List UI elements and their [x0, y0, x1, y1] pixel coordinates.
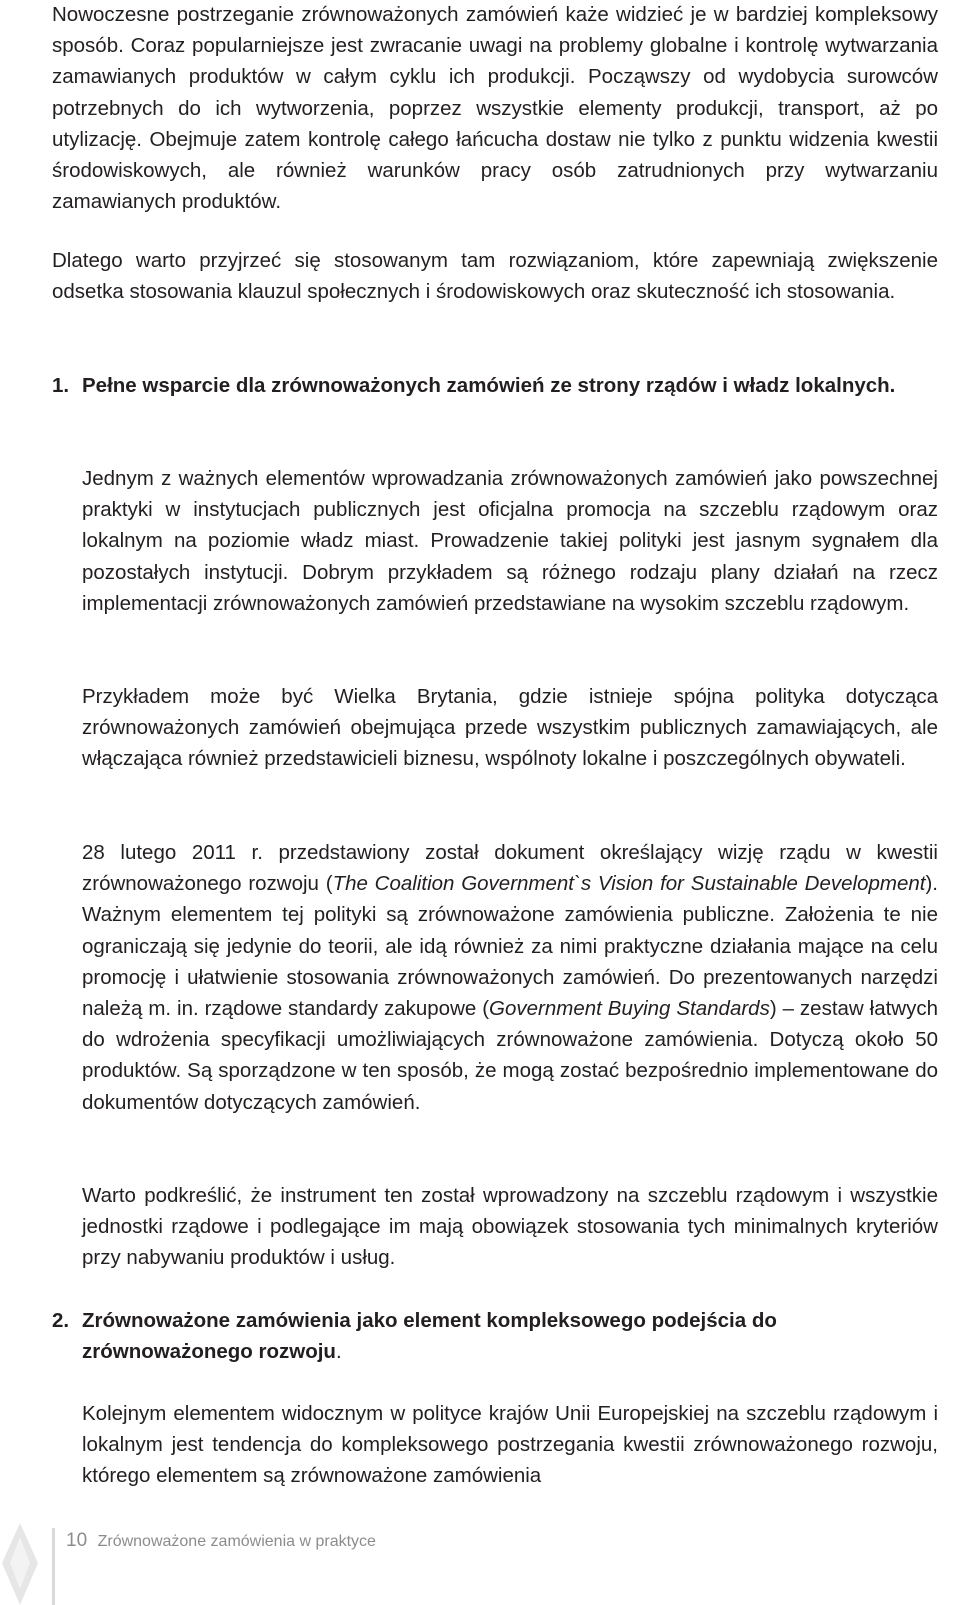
paragraph-government-promotion: Jednym z ważnych elementów wprowadzania zrównoważonych zamówień jako powszechnej praktyki w instytucjach publicznych jest oficjalna promocja na szczeblu rządowym oraz lokalnym na poziomie władz miast. Prowadzenie takiej polityki jest jasnym sygnałem dla pozostałych instytucji. Dobrym przykładem są różnego rodzaju plany działań na rzecz implementacji zrównoważonych zamówień przedstawiane na wysokim szczeblu rządowym. — [82, 467, 938, 615]
paragraph-coalition-document — [82, 837, 938, 1118]
footer-divider — [52, 1528, 55, 1605]
section-title-2-text: Zrównoważone zamówienia jako element kompleksowego podejścia do zrównoważonego rozwoju — [82, 1309, 777, 1363]
text-span: ) – zestaw łatwych do wdrożenia specyfikacji umożliwiających zrównoważone zamówienia. Dotyczą około 50 produktów. Są sporządzone w ten sposób, że mogą zostać bezpośrednio implementowane do dokumentów dotyczących zamówień. — [82, 997, 939, 1114]
text-span: 28 lutego 2011 r. przedstawiony został dokument określający wizję rządu w kwestii zrównoważonego rozwoju ( — [82, 841, 938, 896]
text-span: ). Ważnym elementem tej polityki są zrównoważone zamówienia publiczne. Założenia te nie ograniczają się jedynie do teorii, ale idą również za nimi praktyczne działania mające na celu promocję i ułatwienie stosowania zrównoważonych zamówień. Do prezentowanych narzędzi należą m. in. rządowe standardy zakupowe ( — [82, 872, 939, 1021]
paragraph-intro: Nowoczesne postrzeganie zrównoważonych zamówień każe widzieć je w bardziej kompleksowy sposób. Coraz popularniejsze jest zwracanie uwagi na problemy globalne i kontrolę wytwarzania zamawianych produktów w całym cyklu ich produkcji. Począwszy od wydobycia surowców potrzebnych do ich wytworzenia, poprzez wszystkie elementy produkcji, transport, aż po utylizację. Obejmuje zatem kontrolę całego łańcucha dostaw nie tylko z punktu widzenia kwestii środowiskowych, ale również warunków pracy osób zatrudnionych przy wytwarzaniu zamawianych produktów. — [52, 3, 938, 214]
section-heading-1 — [52, 370, 912, 401]
standards-title-italic: Government Buying Standards — [489, 997, 770, 1021]
document-title-italic: The Coalition Government`s Vision for Sustainable Development — [332, 872, 926, 896]
paragraph-instrument-note: Warto podkreślić, że instrument ten został wprowadzony na szczeblu rządowym i wszystkie jednostki rządowe i podlegające im mają obowiązek stosowania tych minimalnych kryteriów przy nabywaniu produktów i usług. — [82, 1184, 938, 1270]
running-title: Zrównoważone zamówienia w praktyce — [97, 1533, 376, 1550]
section-title-1: Pełne wsparcie dla zrównoważonych zamówień ze strony rządów i władz lokalnych. — [82, 374, 896, 397]
paragraph-why-look: Dlatego warto przyjrzeć się stosowanym tam rozwiązaniom, które zapewniają zwiększenie odsetka stosowania klauzul społecznych i środowiskowych oraz skuteczność ich stosowania. — [52, 249, 938, 304]
section-title-2 — [82, 1305, 912, 1367]
page-number: 10 — [66, 1530, 88, 1551]
paragraph-comprehensive-approach: Kolejnym elementem widocznym w polityce krajów Unii Europejskiej na szczeblu rządowym i lokalnym jest tendencja do kompleksowego postrzegania kwestii zrównoważonego rozwoju, którego elementem są zrównoważone zamówienia — [82, 1402, 938, 1488]
section-number-1: 1. — [52, 374, 70, 397]
section-title-2-tail: . — [335, 1340, 342, 1363]
section-number-2: 2. — [52, 1309, 70, 1332]
publisher-logo-icon — [0, 1523, 40, 1605]
section-heading-2 — [52, 1305, 912, 1367]
page-footer — [66, 1530, 376, 1552]
paragraph-uk-example: Przykładem może być Wielka Brytania, gdzie istnieje spójna polityka dotycząca zrównoważonych zamówień obejmująca przede wszystkim publicznych zamawiających, ale włączająca również przedstawicieli biznesu, wspólnoty lokalne i poszczególnych obywateli. — [82, 685, 938, 771]
